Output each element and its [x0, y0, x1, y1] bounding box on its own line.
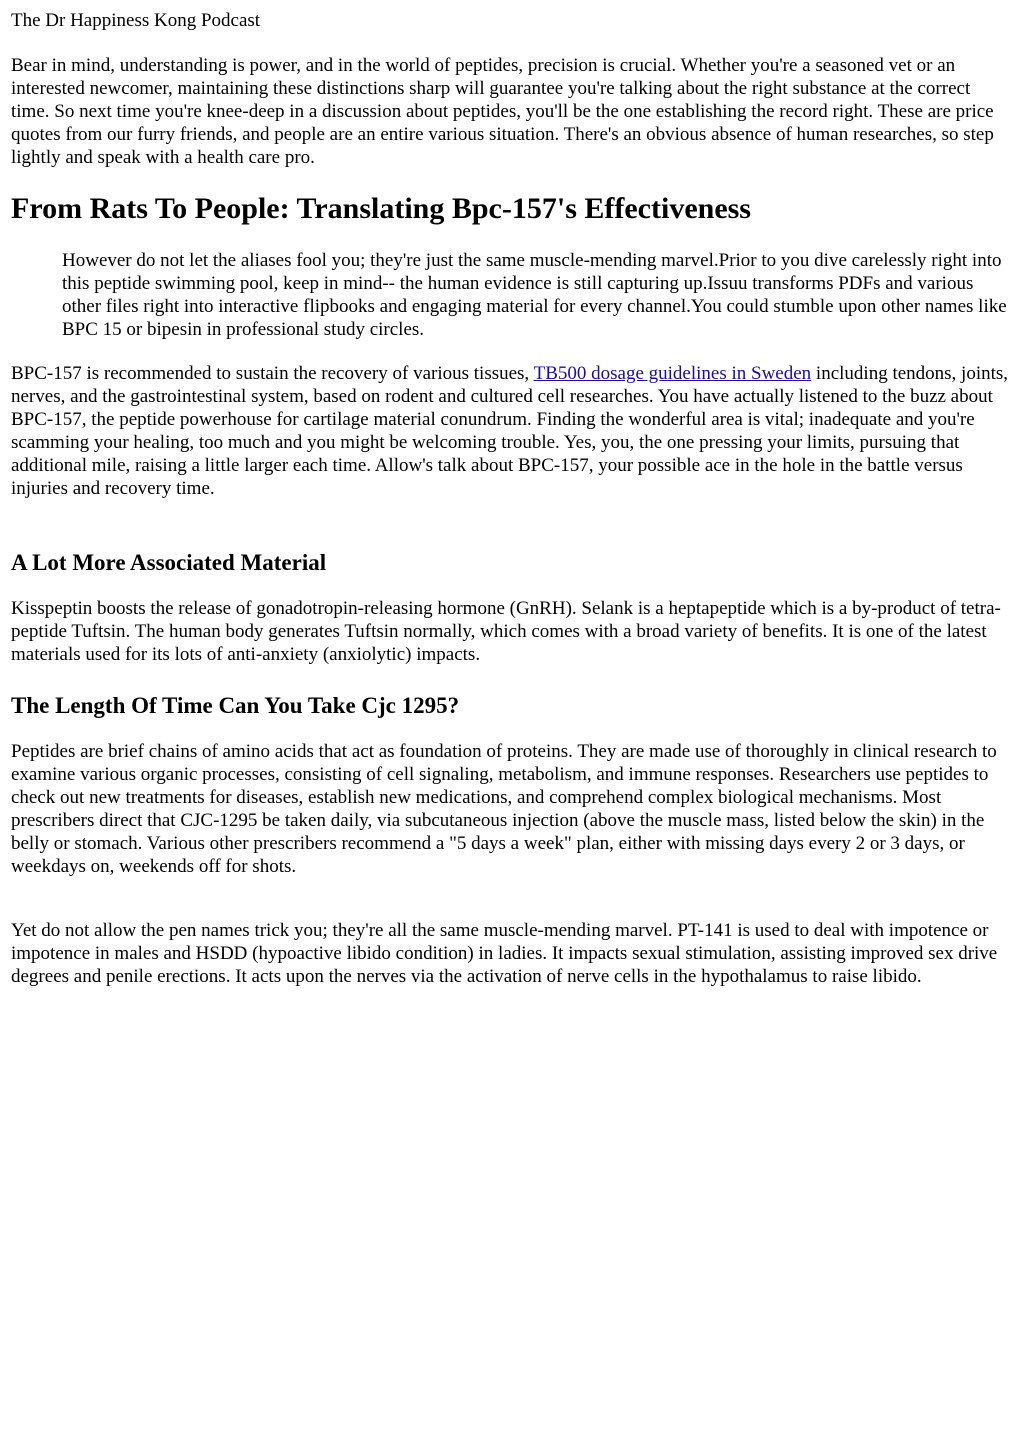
bpc-text-after-link: including tendons, joints, nerves, and the gastrointestinal system, based on rodent and cultured cell researches. You have actually listened to the buzz about BPC-157, the peptide powerhouse for cartilage material conundrum. Finding the wonderful area is vital; inadequate and you're scamming your healing, too much and you might be welcoming trouble. Yes, you, the one pressing your limits, pursuing that additional mile, raising a little larger each time. Allow's talk about BPC-157, your possible ace in the hole in the battle versus injuries and recovery time.	[11, 363, 1009, 499]
cjc-heading: The Length Of Time Can You Take Cjc 1295?	[11, 693, 460, 718]
peptides-paragraph: Peptides are brief chains of amino acids that act as foundation of proteins. They are made use of thoroughly in clinical research to examine various organic processes, consisting of cell signaling, metabolism, and immune responses. Researchers use peptides to check out new treatments for diseases, establish new medications, and comprehend complex biological mechanisms. Most prescribers direct that CJC-1295 be taken daily, via subcutaneous injection (above the muscle mass, listed below the skin) in the belly or stomach. Various other prescribers recommend a "5 days a week" plan, either with missing days every 2 or 3 days, or weekdays on, weekends off for shots.	[11, 741, 997, 877]
spacer	[11, 666, 1013, 692]
intro-paragraph: Bear in mind, understanding is power, and in the world of peptides, precision is crucial. Whether you're a seasoned vet or an interested newcomer, maintaining these distinctions sharp will guarantee you're talking about the right substance at the correct time. So next time you're knee-deep in a discussion about peptides, you'll be the one establishing the record right. These are price quotes from our furry friends, and people are an entire various situation. There's an obvious absence of human researches, so step lightly and speak with a health care pro.	[11, 55, 994, 168]
bpc-text-before-link: BPC-157 is recommended to sustain the recovery of various tissues,	[11, 363, 534, 384]
tb500-dosage-link[interactable]: TB500 dosage guidelines in Sweden	[533, 363, 812, 384]
main-heading: From Rats To People: Translating Bpc-157's Effectiveness	[11, 192, 751, 225]
spacer	[11, 577, 1013, 597]
kisspeptin-paragraph: Kisspeptin boosts the release of gonadotropin-releasing hormone (GnRH). Selank is a heptapeptide which is a by-product of tetra-peptide Tuftsin. The human body generates Tuftsin normally, which comes with a broad variety of benefits. It is one of the latest materials used for its lots of anti-anxiety (anxiolytic) impacts.	[11, 598, 1001, 665]
related-material-heading: A Lot More Associated Material	[11, 550, 327, 575]
site-title: The Dr Happiness Kong Podcast	[11, 10, 261, 31]
spacer	[11, 720, 1013, 740]
blockquote: However do not let the aliases fool you; they're just the same muscle-mending marvel.Prior to you dive carelessly right into this peptide swimming pool, keep in mind-- the human evidence is still capturing up.Issuu transforms PDFs and various other files right into interactive flipbooks and engaging material for every channel.You could stumble upon other names like BPC 15 or bipesin in professional study circles.	[62, 250, 1007, 340]
spacer	[11, 500, 1013, 549]
bpc-paragraph	[11, 362, 1013, 500]
spacer	[11, 878, 1013, 919]
pt141-paragraph: Yet do not allow the pen names trick you; they're all the same muscle-mending marvel. PT-141 is used to deal with impotence or impotence in males and HSDD (hypoactive libido condition) in ladies. It impacts sexual stimulation, assisting improved sex drive degrees and penile erections. It acts upon the nerves via the activation of nerve cells in the hypothalamus to raise libido.	[11, 920, 998, 987]
